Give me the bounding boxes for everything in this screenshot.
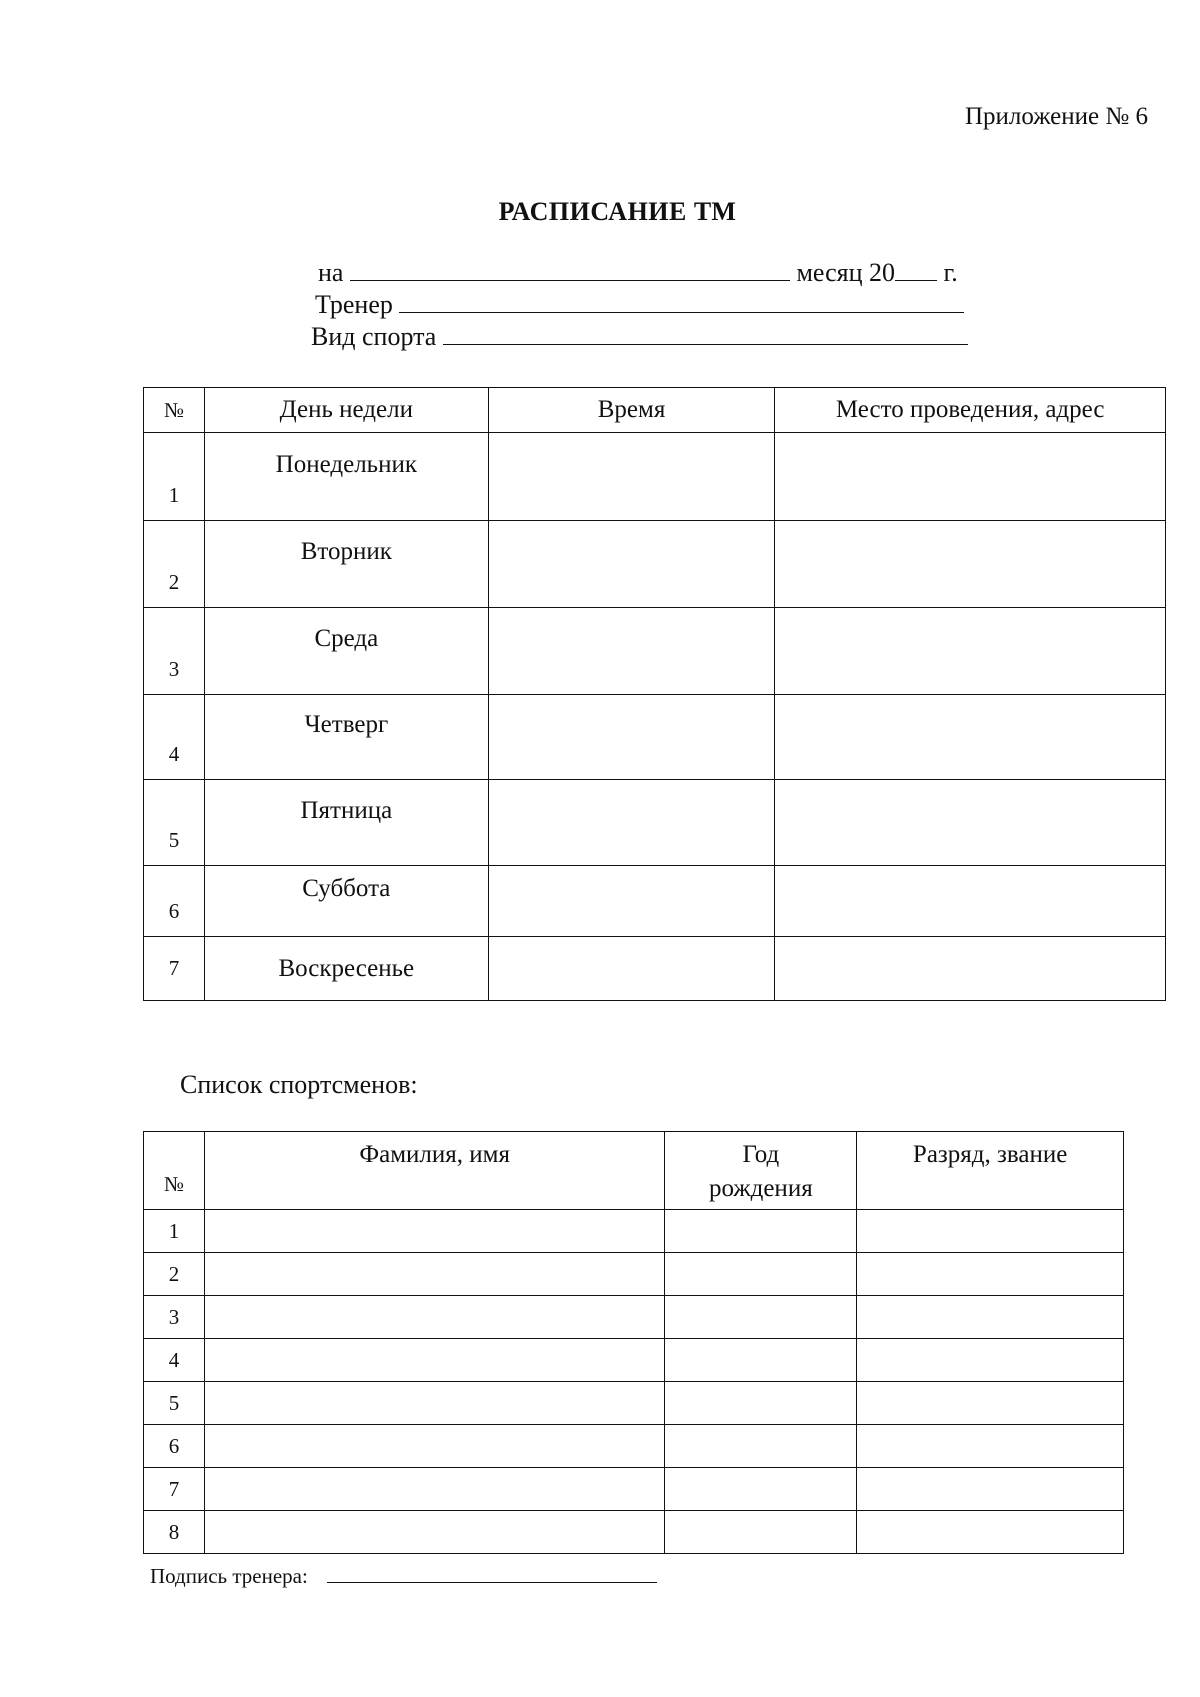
- name-cell[interactable]: [204, 1210, 664, 1253]
- athlete-row: [144, 1296, 1124, 1339]
- row-number: 5: [144, 780, 205, 866]
- signature-line: [150, 1564, 657, 1589]
- sport-line: [311, 322, 968, 352]
- birth-year-cell[interactable]: [665, 1339, 857, 1382]
- row-number: 4: [144, 1339, 205, 1382]
- name-cell[interactable]: [204, 1511, 664, 1554]
- schedule-header-row: [144, 388, 1166, 433]
- athlete-row: [144, 1511, 1124, 1554]
- athlete-row: [144, 1210, 1124, 1253]
- birth-year-cell[interactable]: [665, 1210, 857, 1253]
- birth-year-cell[interactable]: [665, 1511, 857, 1554]
- on-label: на: [318, 258, 344, 287]
- trainer-blank-field[interactable]: [399, 290, 964, 313]
- time-cell[interactable]: [488, 608, 775, 695]
- row-number: 5: [144, 1382, 205, 1425]
- schedule-row: [144, 780, 1166, 866]
- time-cell[interactable]: [488, 866, 775, 937]
- athlete-header-row: [144, 1132, 1124, 1210]
- place-cell[interactable]: [775, 433, 1166, 521]
- row-number: 1: [144, 433, 205, 521]
- month-label: месяц 20: [796, 258, 896, 287]
- sport-label: Вид спорта: [311, 322, 437, 351]
- name-cell[interactable]: [204, 1296, 664, 1339]
- row-number: 1: [144, 1210, 205, 1253]
- year-suffix: г.: [943, 258, 958, 287]
- rank-cell[interactable]: [857, 1382, 1124, 1425]
- time-cell[interactable]: [488, 780, 775, 866]
- day-cell: [204, 521, 488, 608]
- schedule-row: [144, 608, 1166, 695]
- athlete-row: [144, 1468, 1124, 1511]
- month-line: [318, 258, 958, 288]
- day-cell: [204, 937, 488, 1001]
- day-name: Суббота: [302, 875, 391, 902]
- row-number: 3: [144, 608, 205, 695]
- rank-cell[interactable]: [857, 1425, 1124, 1468]
- athlete-row: [144, 1253, 1124, 1296]
- schedule-header-day: День недели: [204, 388, 488, 433]
- name-cell[interactable]: [204, 1382, 664, 1425]
- athlete-table: [143, 1131, 1124, 1554]
- athlete-header-rank: Разряд, звание: [857, 1132, 1124, 1210]
- day-cell: [204, 695, 488, 780]
- schedule-row: [144, 866, 1166, 937]
- schedule-row: [144, 695, 1166, 780]
- athlete-row: [144, 1382, 1124, 1425]
- birth-year-cell[interactable]: [665, 1296, 857, 1339]
- schedule-row: [144, 433, 1166, 521]
- rank-cell[interactable]: [857, 1468, 1124, 1511]
- time-cell[interactable]: [488, 521, 775, 608]
- birth-year-cell[interactable]: [665, 1468, 857, 1511]
- day-name: Воскресенье: [278, 954, 415, 982]
- schedule-table: [143, 387, 1166, 1001]
- athlete-header-num: №: [144, 1132, 205, 1210]
- time-cell[interactable]: [488, 937, 775, 1001]
- row-number: 7: [144, 1468, 205, 1511]
- schedule-header-num: №: [144, 388, 205, 433]
- place-cell[interactable]: [775, 780, 1166, 866]
- day-cell: [204, 608, 488, 695]
- rank-cell[interactable]: [857, 1339, 1124, 1382]
- day-cell: [204, 780, 488, 866]
- schedule-row: [144, 521, 1166, 608]
- year-blank-field[interactable]: [895, 258, 937, 281]
- name-cell[interactable]: [204, 1425, 664, 1468]
- place-cell[interactable]: [775, 695, 1166, 780]
- day-name: Четверг: [304, 711, 389, 738]
- row-number: 3: [144, 1296, 205, 1339]
- place-cell[interactable]: [775, 608, 1166, 695]
- birth-year-cell[interactable]: [665, 1253, 857, 1296]
- birth-year-cell[interactable]: [665, 1382, 857, 1425]
- row-number: 6: [144, 866, 205, 937]
- row-number: 7: [144, 937, 205, 1001]
- rank-cell[interactable]: [857, 1210, 1124, 1253]
- athlete-row: [144, 1425, 1124, 1468]
- athlete-row: [144, 1339, 1124, 1382]
- row-number: 2: [144, 521, 205, 608]
- athlete-header-name: Фамилия, имя: [204, 1132, 664, 1210]
- place-cell[interactable]: [775, 937, 1166, 1001]
- day-name: Среда: [314, 625, 379, 652]
- day-name: Понедельник: [275, 450, 417, 478]
- rank-cell[interactable]: [857, 1511, 1124, 1554]
- day-name: Пятница: [300, 796, 393, 824]
- name-cell[interactable]: [204, 1253, 664, 1296]
- athlete-list-label: Список спортсменов:: [180, 1070, 418, 1099]
- appendix-number: Приложение № 6: [964, 103, 1148, 130]
- signature-blank-field[interactable]: [327, 1566, 657, 1583]
- birth-year-cell[interactable]: [665, 1425, 857, 1468]
- day-name: Вторник: [300, 538, 392, 565]
- day-cell: [204, 866, 488, 937]
- time-cell[interactable]: [488, 695, 775, 780]
- place-cell[interactable]: [775, 521, 1166, 608]
- day-cell: [204, 433, 488, 521]
- name-cell[interactable]: [204, 1468, 664, 1511]
- row-number: 6: [144, 1425, 205, 1468]
- trainer-label: Тренер: [315, 290, 393, 319]
- place-cell[interactable]: [775, 866, 1166, 937]
- name-cell[interactable]: [204, 1339, 664, 1382]
- athlete-header-year: [665, 1132, 857, 1210]
- rank-cell[interactable]: [857, 1253, 1124, 1296]
- year-header-line2: рождения: [708, 1175, 813, 1202]
- schedule-header-place: Место проведения, адрес: [775, 388, 1166, 433]
- row-number: 4: [144, 695, 205, 780]
- document-title: РАСПИСАНИЕ ТМ: [498, 197, 737, 226]
- schedule-row: [144, 937, 1166, 1001]
- trainer-line: [315, 290, 964, 320]
- signature-label: Подпись тренера:: [150, 1564, 308, 1588]
- year-header-line1: Год: [742, 1141, 780, 1168]
- row-number: 2: [144, 1253, 205, 1296]
- rank-cell[interactable]: [857, 1296, 1124, 1339]
- sport-blank-field[interactable]: [443, 322, 968, 345]
- schedule-header-time: Время: [488, 388, 775, 433]
- time-cell[interactable]: [488, 433, 775, 521]
- row-number: 8: [144, 1511, 205, 1554]
- month-blank-field[interactable]: [350, 258, 790, 281]
